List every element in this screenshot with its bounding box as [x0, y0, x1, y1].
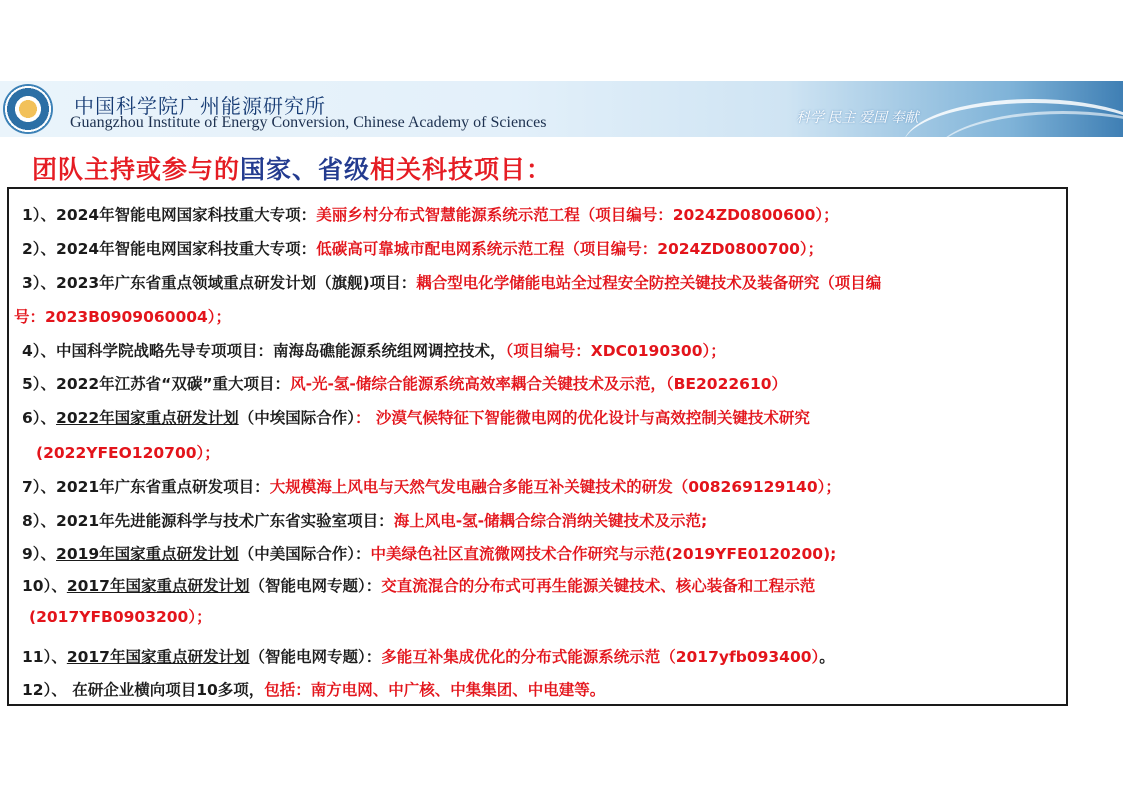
- project-title: 风-光-氢-储综合能源系统高效率耦合关键技术及示范，（BE2022610）: [290, 375, 788, 393]
- project-title: 包括：南方电网、中广核、中集集团、中电建等。: [264, 681, 606, 699]
- slide-title-part: 相关科技项目：: [370, 155, 553, 184]
- project-title: 多能互补集成优化的分布式能源系统示范（2017yfb093400）: [381, 648, 820, 666]
- project-title: 中美绿色社区直流微网技术合作研究与示范(2019YFE0120200);: [370, 545, 837, 563]
- project-item: [22, 475, 841, 497]
- project-program-underlined: 2019年国家重点研发计划: [56, 545, 239, 563]
- project-program-underlined: 2017年国家重点研发计划: [66, 577, 250, 595]
- project-program: 12）、 在研企业横向项目10多项，: [22, 681, 265, 699]
- project-item: [22, 372, 787, 394]
- project-program: 5）、2022年江苏省“双碳”重大项目：: [22, 375, 291, 393]
- institute-motto: 科学 民主 爱国 奉献: [796, 111, 919, 126]
- project-program: 1）、2024年智能电网国家科技重大专项：: [22, 206, 317, 224]
- project-title-continued: (2022YFEO120700）；: [36, 444, 220, 462]
- project-program-suffix: （中美国际合作）：: [238, 545, 371, 563]
- project-item: [22, 678, 605, 700]
- project-program: 2）、2024年智能电网国家科技重大专项：: [22, 240, 317, 258]
- project-title-continued: (2017YFB0903200）；: [29, 608, 212, 626]
- project-title: （项目编号：XDC0190300）；: [505, 342, 726, 360]
- slide-title-part: 国家、省级: [240, 155, 371, 184]
- project-program-suffix: （智能电网专题）：: [249, 648, 382, 666]
- project-item: [22, 542, 836, 564]
- project-program-underlined: 2017年国家重点研发计划: [66, 648, 250, 666]
- project-program: 7）、2021年广东省重点研发项目：: [22, 478, 270, 496]
- project-program: 8）、2021年先进能源科学与技术广东省实验室项目：: [22, 512, 394, 530]
- project-title: ： 沙漠气候特征下智能微电网的优化设计与高效控制关键技术研究: [354, 409, 810, 427]
- project-end-mark: 。: [819, 648, 835, 666]
- project-program-suffix: （中埃国际合作）: [238, 409, 355, 427]
- project-title: 美丽乡村分布式智慧能源系统示范工程（项目编号：2024ZD0800600）；: [316, 206, 839, 224]
- project-program-underlined: 2022年国家重点研发计划: [56, 409, 239, 427]
- slide-title-part: 团队主持或参与的: [32, 155, 241, 184]
- project-title: 耦合型电化学储能电站全过程安全防控关键技术及装备研究（项目编: [416, 274, 882, 292]
- project-list-box: [7, 187, 1068, 706]
- project-program-suffix: （智能电网专题）：: [249, 577, 382, 595]
- project-program: 4）、中国科学院战略先导专项项目：南海岛礁能源系统组网调控技术，: [22, 342, 506, 360]
- project-title-continued: 号：2023B0909060004）；: [14, 308, 232, 326]
- project-item: [22, 271, 881, 293]
- project-item: [22, 509, 707, 531]
- project-index: 6）、: [22, 409, 57, 427]
- project-item: [22, 237, 823, 259]
- institute-name-cn: 中国科学院广州能源研究所: [74, 94, 326, 118]
- project-title: 海上风电-氢-储耦合综合消纳关键技术及示范;: [393, 512, 708, 530]
- project-title: 低碳高可靠城市配电网系统示范工程（项目编号：2024ZD0800700）；: [316, 240, 824, 258]
- institute-logo-icon: [3, 84, 53, 134]
- project-item: [22, 645, 835, 667]
- project-item-continued: [14, 305, 231, 327]
- institute-header-banner: [0, 81, 1123, 137]
- project-title: 交直流混合的分布式可再生能源关键技术、核心装备和工程示范: [381, 577, 816, 595]
- project-item: [22, 406, 810, 428]
- project-program: 3）、2023年广东省重点领域重点研发计划（旗舰)项目：: [22, 274, 417, 292]
- institute-name-en: Guangzhou Institute of Energy Conversion, Chinese Academy of Sciences: [70, 114, 547, 131]
- slide-title: [32, 150, 552, 186]
- project-item-continued: [36, 441, 220, 463]
- project-item-continued: [29, 605, 212, 627]
- project-index: 9）、: [22, 545, 57, 563]
- project-index: 10）、: [22, 577, 67, 595]
- project-title: 大规模海上风电与天然气发电融合多能互补关键技术的研发（008269129140）；: [269, 478, 841, 496]
- project-item: [22, 574, 815, 596]
- project-item: [22, 203, 839, 225]
- project-item: [22, 339, 726, 361]
- project-index: 11）、: [22, 648, 67, 666]
